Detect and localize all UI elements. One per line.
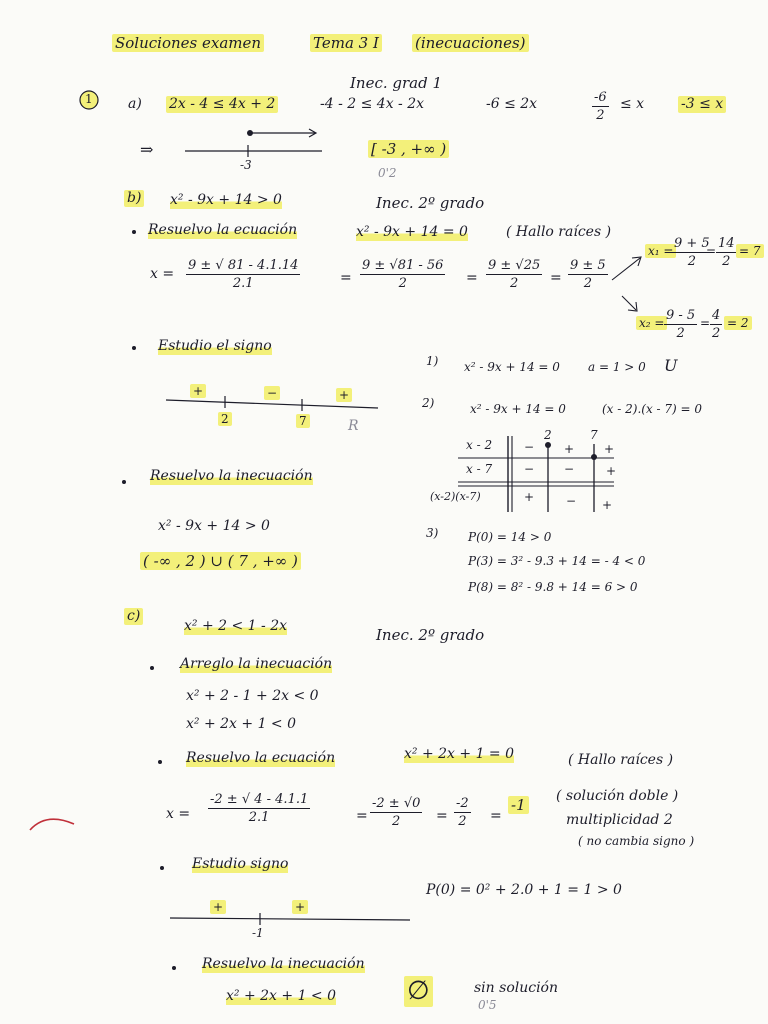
part-c-rearr2: x² + 2x + 1 < 0 bbox=[186, 716, 297, 732]
part-c-note-roots: ( Hallo raíces ) bbox=[568, 752, 674, 768]
part-c-type: Inec. 2º grado bbox=[376, 626, 485, 644]
x2-result: = 2 bbox=[724, 316, 752, 330]
part-b-frac2-num: 9 ± √81 - 56 bbox=[362, 258, 444, 273]
part-c-step2-title: Estudio signo bbox=[192, 856, 289, 872]
part-b-solution: ( -∞ , 2 ) ∪ ( 7 , +∞ ) bbox=[140, 552, 301, 570]
empty-set-symbol: ∅ bbox=[404, 976, 433, 1007]
part-c-score: 0'5 bbox=[478, 998, 497, 1012]
sign-minus-middle: − bbox=[264, 386, 280, 400]
method-2-label: 2) bbox=[422, 396, 435, 410]
part-b-step3-title: Resuelvo la inecuación bbox=[150, 468, 313, 484]
part-a-step2: -4 - 2 ≤ 4x - 2x bbox=[320, 96, 425, 112]
part-a-interval: [ -3 , +∞ ) bbox=[368, 140, 449, 158]
eq-sign: = bbox=[706, 244, 717, 258]
part-b-note-roots: ( Hallo raíces ) bbox=[506, 224, 612, 240]
part-b-x-eq: x = bbox=[150, 266, 175, 282]
table-cell: − bbox=[564, 462, 575, 476]
table-cell: − bbox=[524, 440, 535, 454]
header-title: Soluciones examen bbox=[112, 34, 264, 52]
part-c-frac2-den: 2 bbox=[392, 814, 401, 829]
part-a-score: 0'2 bbox=[378, 166, 397, 180]
header-topic: Tema 3 I bbox=[310, 34, 382, 52]
x2-frac2-den: 2 bbox=[712, 326, 721, 341]
eq-sign: = bbox=[340, 270, 352, 286]
x1-frac2-den: 2 bbox=[722, 254, 731, 269]
eq-sign: = bbox=[356, 808, 368, 824]
table-tick-2: 2 bbox=[544, 428, 552, 442]
bullet bbox=[172, 966, 176, 970]
sign-plus-right: + bbox=[336, 388, 352, 402]
part-a-tick: -3 bbox=[240, 158, 252, 172]
table-cell: + bbox=[606, 464, 617, 478]
part-a-frac-den: 2 bbox=[596, 108, 605, 123]
real-symbol: R bbox=[348, 418, 359, 434]
method-2-text: x² - 9x + 14 = 0 bbox=[470, 402, 566, 416]
x1-result: = 7 bbox=[736, 244, 764, 258]
x2-frac2-num: 4 bbox=[712, 308, 721, 323]
method-1-text: x² - 9x + 14 = 0 bbox=[464, 360, 560, 374]
part-a-step5: -3 ≤ x bbox=[678, 96, 726, 113]
part-b-frac1-num: 9 ± √ 81 - 4.1.14 bbox=[188, 258, 299, 273]
part-c-step3-title: Resuelvo la inecuación bbox=[202, 956, 365, 972]
table-cell: − bbox=[524, 462, 535, 476]
part-c-frac2-num: -2 ± √0 bbox=[372, 796, 421, 811]
table-row-label-3: (x-2)(x-7) bbox=[430, 490, 481, 503]
part-c-frac1-num: -2 ± √ 4 - 4.1.1 bbox=[210, 792, 309, 807]
x2-frac-den: 2 bbox=[676, 326, 685, 341]
part-c-ineq-repeat: x² + 2x + 1 < 0 bbox=[226, 988, 337, 1004]
note-double: ( solución doble ) bbox=[556, 788, 679, 804]
part-a-frac-num: -6 bbox=[594, 90, 607, 105]
tick-2: 2 bbox=[218, 412, 232, 426]
part-b-frac3-den: 2 bbox=[509, 276, 519, 291]
part-c-label: c) bbox=[124, 608, 143, 625]
part-a-step1: 2x - 4 ≤ 4x + 2 bbox=[166, 96, 278, 113]
x1-frac-den: 2 bbox=[687, 254, 696, 269]
part-b-type: Inec. 2º grado bbox=[376, 194, 485, 212]
part-c-x-eq: x = bbox=[166, 806, 191, 822]
method-1-label: 1) bbox=[426, 354, 439, 368]
part-a-label: a) bbox=[128, 96, 142, 112]
p3-eval: P(3) = 3² - 9.3 + 14 = - 4 < 0 bbox=[468, 554, 646, 568]
table-cell: + bbox=[604, 442, 615, 456]
problem-number: 1 bbox=[85, 92, 93, 106]
eq-sign: = bbox=[436, 808, 448, 824]
part-b-equation: x² - 9x + 14 = 0 bbox=[356, 224, 468, 240]
section-title-grade1: Inec. grad 1 bbox=[350, 74, 443, 92]
part-b-frac4-den: 2 bbox=[583, 276, 592, 291]
part-c-frac3-den: 2 bbox=[458, 814, 467, 829]
eq-sign: = bbox=[466, 270, 478, 286]
method-1-extra: a = 1 > 0 bbox=[588, 360, 646, 374]
table-tick-7: 7 bbox=[590, 428, 598, 442]
part-a-step4: ≤ x bbox=[620, 96, 645, 112]
part-b-ineq-repeat: x² - 9x + 14 > 0 bbox=[158, 518, 270, 534]
table-cell: − bbox=[566, 494, 577, 508]
x1-frac-num: 9 + 5 bbox=[674, 236, 710, 251]
part-c-frac1-den: 2.1 bbox=[248, 810, 270, 825]
part-c-step0-title: Arreglo la inecuación bbox=[180, 656, 333, 672]
part-c-tick: -1 bbox=[252, 926, 264, 940]
part-c-equation: x² + 2x + 1 = 0 bbox=[404, 746, 515, 762]
part-b-label: b) bbox=[124, 190, 144, 207]
part-b-frac4-num: 9 ± 5 bbox=[570, 258, 606, 273]
part-c-inequation: x² + 2 < 1 - 2x bbox=[184, 618, 288, 634]
tick-7: 7 bbox=[296, 414, 310, 428]
part-c-p0: P(0) = 0² + 2.0 + 1 = 1 > 0 bbox=[426, 882, 622, 898]
sign-plus-left: + bbox=[190, 384, 206, 398]
part-b-frac3-num: 9 ± √25 bbox=[488, 258, 541, 273]
table-cell: + bbox=[524, 490, 535, 504]
part-b-inequation: x² - 9x + 14 > 0 bbox=[170, 192, 282, 208]
eq-sign: = bbox=[700, 316, 711, 330]
p0-eval: P(0) = 14 > 0 bbox=[468, 530, 552, 544]
part-c-step1-title: Resuelvo la ecuación bbox=[186, 750, 336, 766]
part-b-frac2-den: 2 bbox=[398, 276, 407, 291]
part-c-rearr1: x² + 2 - 1 + 2x < 0 bbox=[186, 688, 319, 704]
part-b-frac1-den: 2.1 bbox=[232, 276, 254, 291]
parabola-up-symbol: U bbox=[664, 356, 678, 375]
table-row-label-1: x - 2 bbox=[466, 438, 493, 452]
implies-arrow: ⇒ bbox=[140, 140, 154, 159]
part-b-step1-title: Resuelvo la ecuación bbox=[148, 222, 298, 238]
part-c-no-solution: sin solución bbox=[474, 980, 558, 996]
part-c-root: -1 bbox=[508, 796, 529, 814]
method-3-label: 3) bbox=[426, 526, 439, 540]
x2-label: x₂ = bbox=[636, 316, 667, 330]
x1-label: x₁ = bbox=[645, 244, 676, 258]
header-subtitle: (inecuaciones) bbox=[412, 34, 529, 52]
table-cell: + bbox=[602, 498, 613, 512]
sign-plus-right: + bbox=[292, 900, 308, 914]
x2-frac-num: 9 - 5 bbox=[666, 308, 696, 323]
table-row-label-2: x - 7 bbox=[466, 462, 493, 476]
part-a-step3: -6 ≤ 2x bbox=[486, 96, 538, 112]
note-multiplicity: multiplicidad 2 bbox=[566, 812, 673, 828]
eq-sign: = bbox=[550, 270, 562, 286]
eq-sign: = bbox=[490, 808, 502, 824]
part-c-frac3-num: -2 bbox=[456, 796, 469, 811]
method-2-factor: (x - 2).(x - 7) = 0 bbox=[602, 402, 703, 416]
x1-frac2-num: 14 bbox=[718, 236, 735, 251]
sign-plus-left: + bbox=[210, 900, 226, 914]
note-no-sign-change: ( no cambia signo ) bbox=[578, 834, 695, 848]
part-b-step2-title: Estudio el signo bbox=[158, 338, 272, 354]
p8-eval: P(8) = 8² - 9.8 + 14 = 6 > 0 bbox=[468, 580, 638, 594]
table-cell: + bbox=[564, 442, 575, 456]
